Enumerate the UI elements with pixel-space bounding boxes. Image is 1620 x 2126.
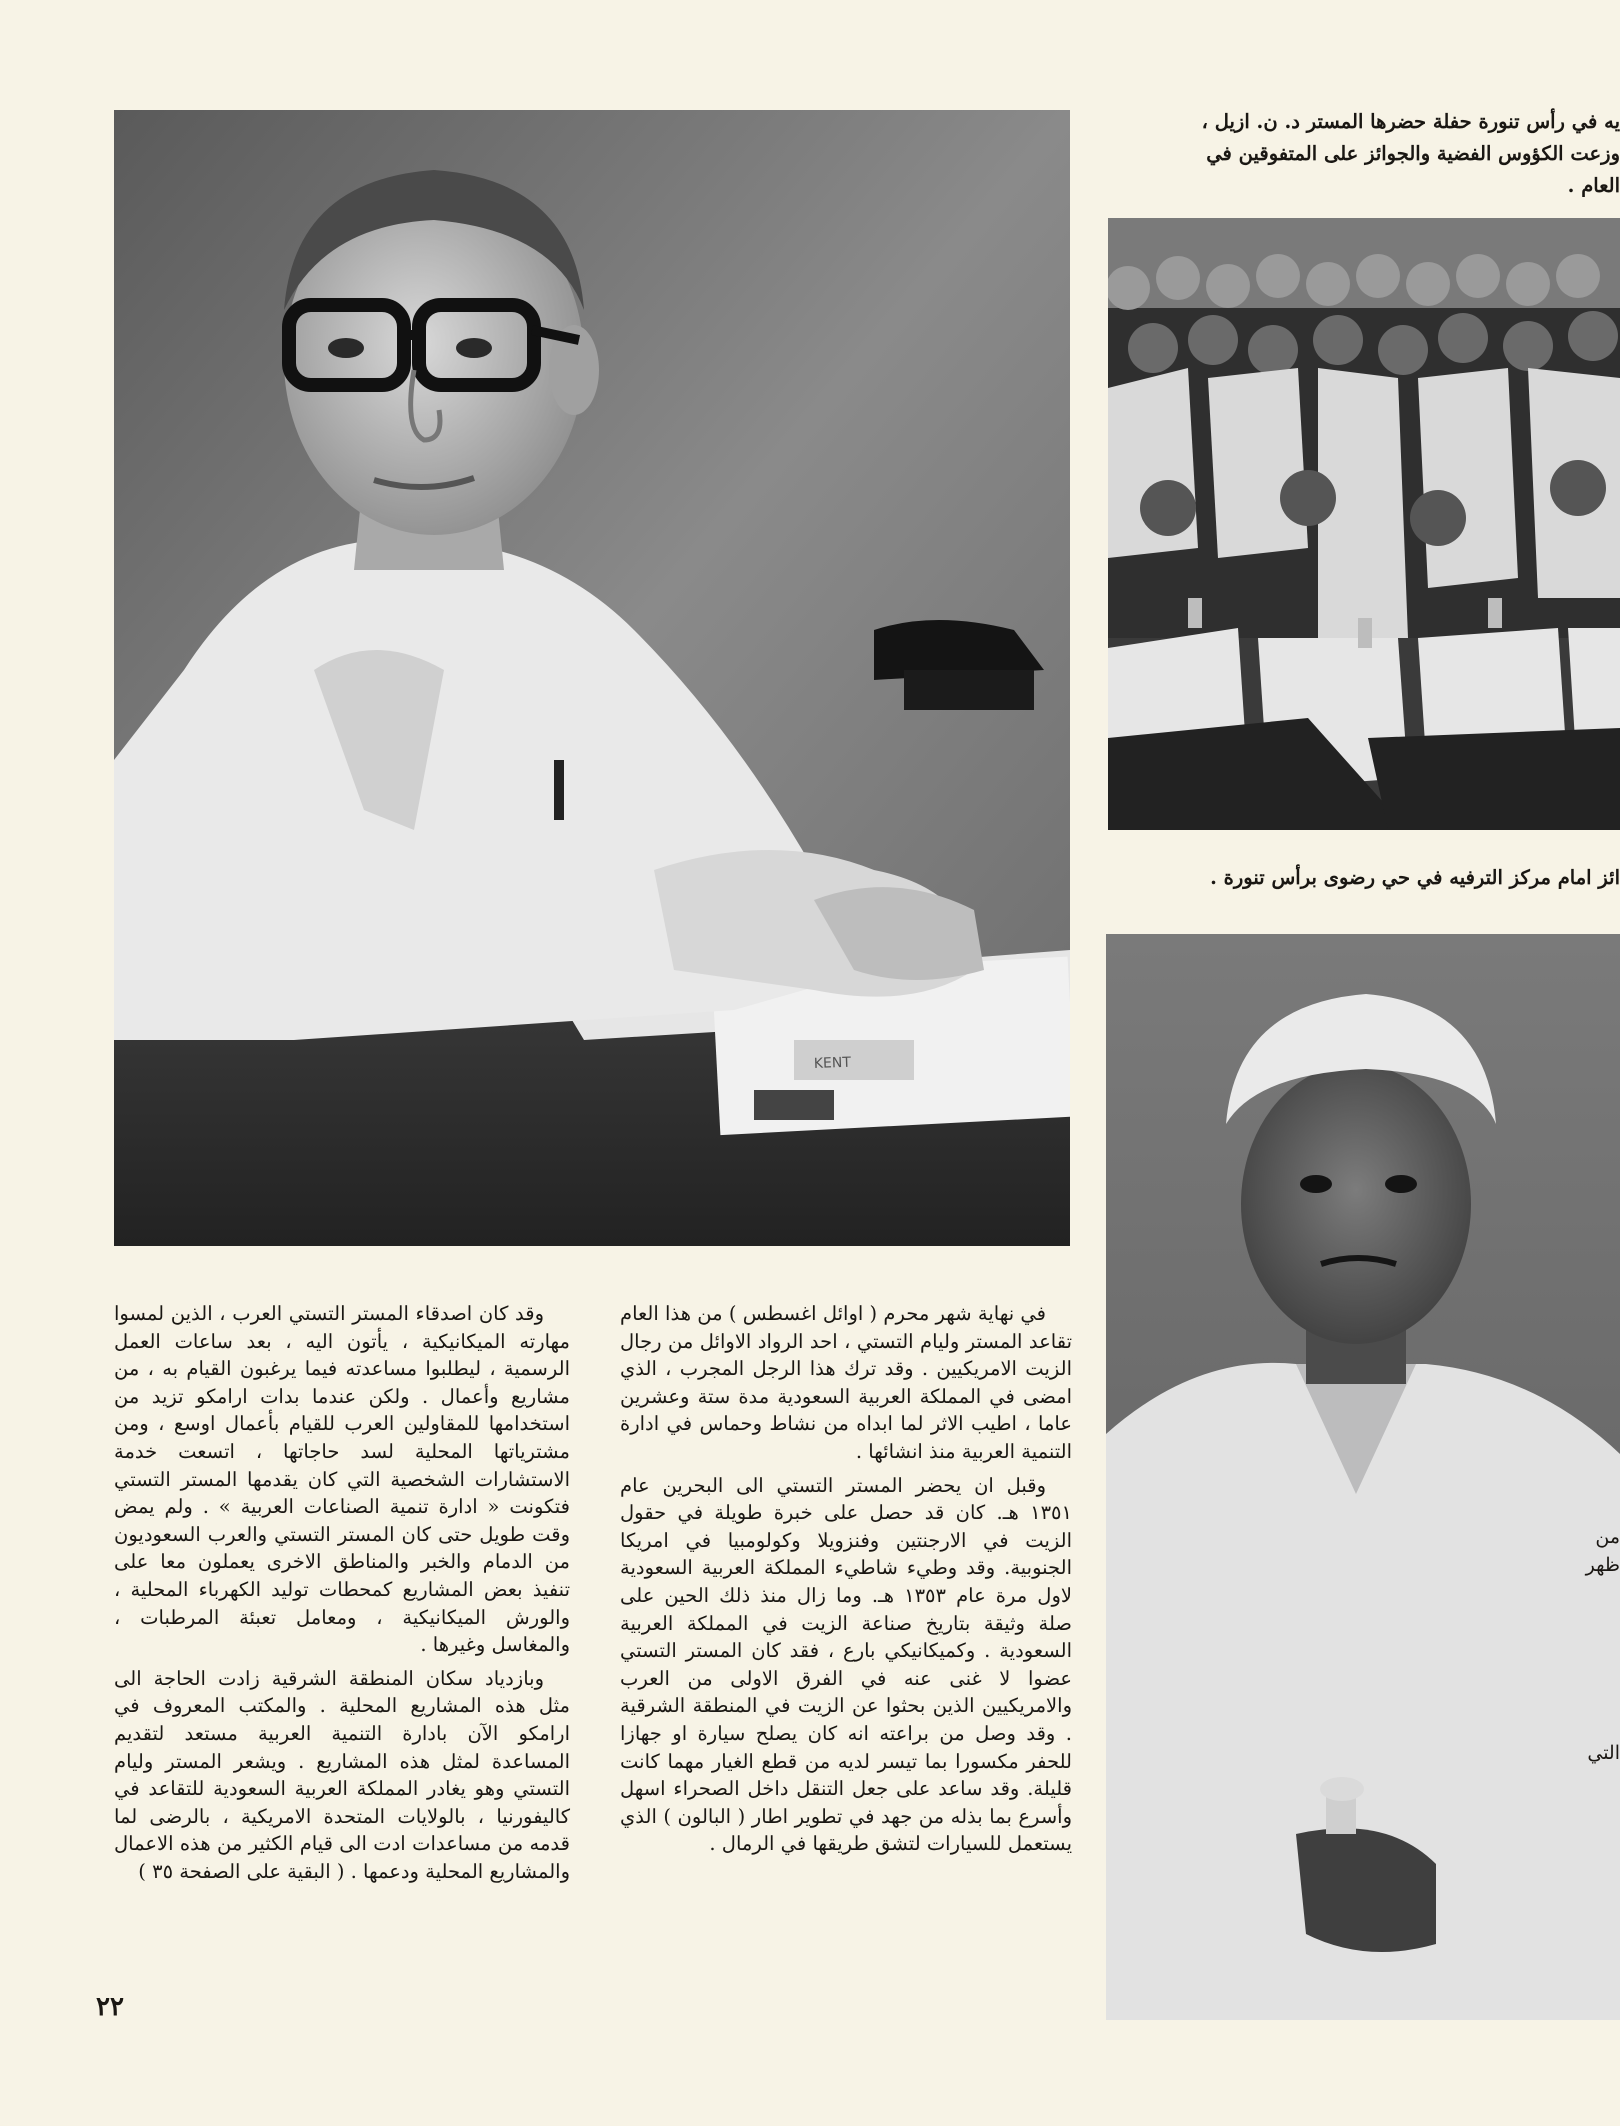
article-paragraph: في نهاية شهر محرم ( اوائل اغسطس ) من هذا العام تقاعد المستر وليام التستي ، احد الرواد الاوائل من رجال الزيت الامريكيين . وقد ترك هذا الرجل المجرب ، الذي امضى في المملكة العربية السعودية مدة ستة وعشرين عاما ، اطيب الاثر لما ابداه من نشاط وحماس في ادارة التنمية العربية منذ انشائها . bbox=[620, 1302, 1072, 1463]
edge-fragment: ظهر bbox=[1585, 1554, 1620, 1576]
article-paragraph: وبازدياد سكان المنطقة الشرقية زادت الحاجة الى مثل هذه المشاريع المحلية . والمكتب المعروف في ارامكو الآن بادارة التنمية العربية مستعد لتقديم المساعدة لمثل هذه المشاريع . ويشعر المستر وليام التستي وهو يغادر المملكة العربية السعودية للتقاعد في كاليفورنيا ، بالولايات المتحدة الامريكية ، بالرضى لما قدمه من مساعدات ادت الى قيام الكثير من هذه الاعمال والمشاريع المحلية ودعمها . ( البقية على الصفحة ٣٥ ) bbox=[114, 1666, 570, 1883]
article-column-right bbox=[620, 1300, 1072, 1858]
edge-fragment: التي bbox=[1587, 1742, 1620, 1764]
page-number: ٢٢ bbox=[96, 1992, 124, 2022]
top-caption-line: العام . bbox=[1567, 174, 1620, 197]
young-man-photo bbox=[1106, 934, 1620, 2020]
middle-caption: ائز امام مركز الترفيه في حي رضوى برأس تنورة . bbox=[1210, 866, 1620, 889]
article-column-left bbox=[114, 1300, 570, 1885]
top-caption-line: يه في رأس تنورة حفلة حضرها المستر د. ن. ازيل ، bbox=[1201, 110, 1620, 133]
edge-fragment: من bbox=[1595, 1526, 1620, 1548]
group-photo bbox=[1108, 218, 1620, 830]
top-caption-line: وزعت الكؤوس الفضية والجوائز على المتفوقين في bbox=[1206, 142, 1620, 165]
article-paragraph: وقد كان اصدقاء المستر التستي العرب ، الذين لمسوا مهارته الميكانيكية ، يأتون اليه ، بعد ساعات العمل الرسمية ، ليطلبوا مساعدته فيما يرغبون القيام به ، من مشاريع وأعمال . ولكن عندما بدات ارامكو تزيد من استخدامها للمقاولين العرب للقيام بأعمال اوسع ، ومن مشترياتها المحلية لسد حاجاتها ، اتسعت خدمة الاستشارات الشخصية التي كان يقدمها المستر التستي فتكونت « ادارة تنمية الصناعات العربية » . ولم يمض وقت طويل حتى كان المستر التستي والعرب السعوديون من الدمام والخبر والمناطق الاخرى يعملون معا على تنفيذ بعض المشاريع كمحطات توليد الكهرباء المحلية ، والورش الميكانيكية ، ومعامل تعبئة المرطبات ، والمغاسل وغيرها . bbox=[114, 1302, 570, 1657]
article-paragraph: وقبل ان يحضر المستر التستي الى البحرين عام ١٣٥١ هـ. كان قد حصل على خبرة طويلة في حقول الزيت في الارجنتين وفنزويلا وكولومبيا في امريكا الجنوبية. وقد وطيء شاطيء المملكة العربية السعودية لاول مرة عام ١٣٥٣ هـ. وما زال منذ ذلك الحين على صلة وثيقة بتاريخ صناعة الزيت في المملكة العربية السعودية . وكميكانيكي بارع ، فقد كان المستر التستي عضوا لا غنى عنه في الفرق الاولى من العرب والامريكيين الذين بحثوا عن الزيت في المنطقة الشرقية . وقد وصل من براعته انه كان يصلح سيارة او جهازا للحفر مكسورا بما تيسر لديه من قطع الغيار مهما كانت قليلة. وقد ساعد على جعل التنقل داخل الصحراء اسهل وأسرع بما بذله من جهد في تطوير اطار ( البالون ) الذي يستعمل للسيارات لتشق طريقها في الرمال . bbox=[620, 1473, 1072, 1856]
top-caption bbox=[1120, 106, 1620, 202]
desk-label: KENT bbox=[813, 1054, 852, 1072]
portrait-photo bbox=[114, 110, 1070, 1246]
